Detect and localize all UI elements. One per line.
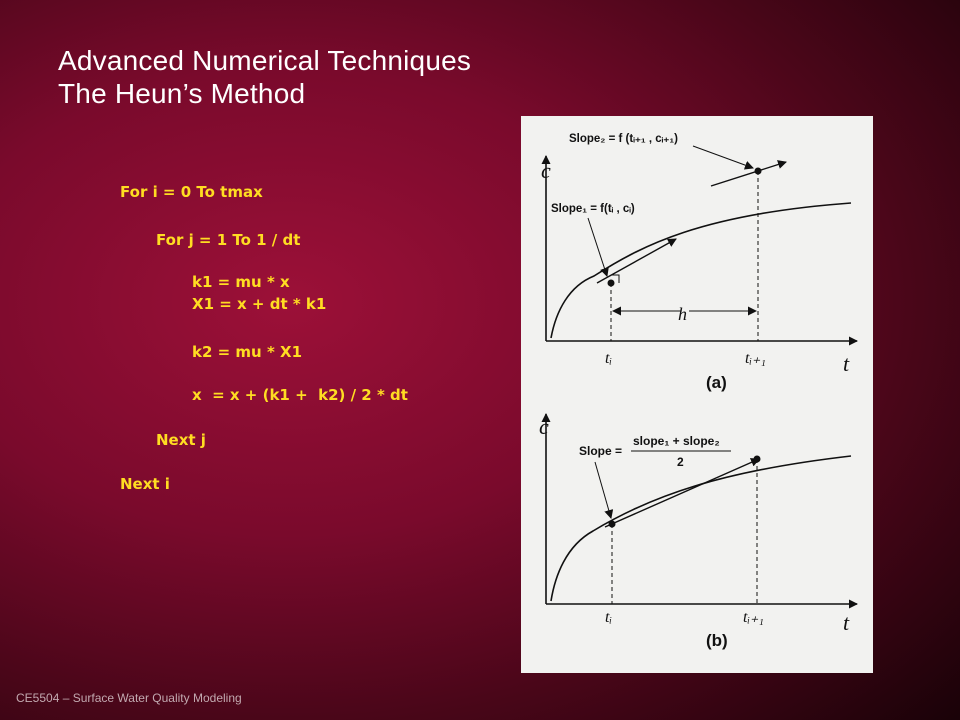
code-line: For i = 0 To tmax <box>120 183 263 201</box>
panel-a-tick-ti: tᵢ <box>605 350 612 367</box>
title-line-2: The Heun’s Method <box>58 78 306 109</box>
panel-b-caption: (b) <box>706 631 728 650</box>
panel-b-tick-ti1: tᵢ₊₁ <box>743 609 764 626</box>
code-line: Next j <box>156 431 206 449</box>
panel-a-slope2-line <box>711 162 786 186</box>
panel-a-y-label: c <box>541 158 551 183</box>
panel-a-step-label: h <box>678 304 687 324</box>
code-line: k1 = mu * x <box>192 273 290 291</box>
slide-title <box>58 44 471 110</box>
panel-a-tick-ti1: tᵢ₊₁ <box>745 350 766 367</box>
panel-b-tick-ti: tᵢ <box>605 609 612 626</box>
panel-a-x-label: t <box>843 351 850 376</box>
panel-b-slope-pointer <box>595 462 611 518</box>
panel-b-slope-prefix: Slope = <box>579 444 623 458</box>
code-line: Next i <box>120 475 170 493</box>
panel-a <box>541 133 857 392</box>
panel-a-slope1-line <box>597 239 676 283</box>
title-line-1: Advanced Numerical Techniques <box>58 45 472 76</box>
panel-b-slope-denominator: 2 <box>677 455 684 469</box>
heun-method-figure <box>521 116 873 673</box>
panel-b-y-label: c <box>539 414 549 439</box>
panel-a-slope2-pointer <box>693 146 753 168</box>
code-line: X1 = x + dt * k1 <box>192 295 327 313</box>
panel-b-solution-curve <box>551 456 851 601</box>
panel-b-slope-numerator: slope₁ + slope₂ <box>633 434 720 448</box>
code-line: x = x + (k1 + k2) / 2 * dt <box>192 386 408 404</box>
footer-course-label: CE5504 – Surface Water Quality Modeling <box>16 691 242 705</box>
panel-a-slope2-label: Slope₂ = f (tᵢ₊₁ , cᵢ₊₁) <box>569 133 678 145</box>
panel-b-average-slope-line <box>605 459 759 527</box>
code-line: For j = 1 To 1 / dt <box>156 231 301 249</box>
panel-a-slope1-pointer <box>588 218 607 276</box>
panel-a-solution-curve <box>551 203 851 338</box>
panel-b-x-label: t <box>843 610 850 635</box>
panel-b <box>539 414 857 650</box>
panel-a-caption: (a) <box>706 373 727 392</box>
code-line: k2 = mu * X1 <box>192 343 303 361</box>
panel-a-slope1-label: Slope₁ = f(tᵢ , cᵢ) <box>551 203 635 215</box>
